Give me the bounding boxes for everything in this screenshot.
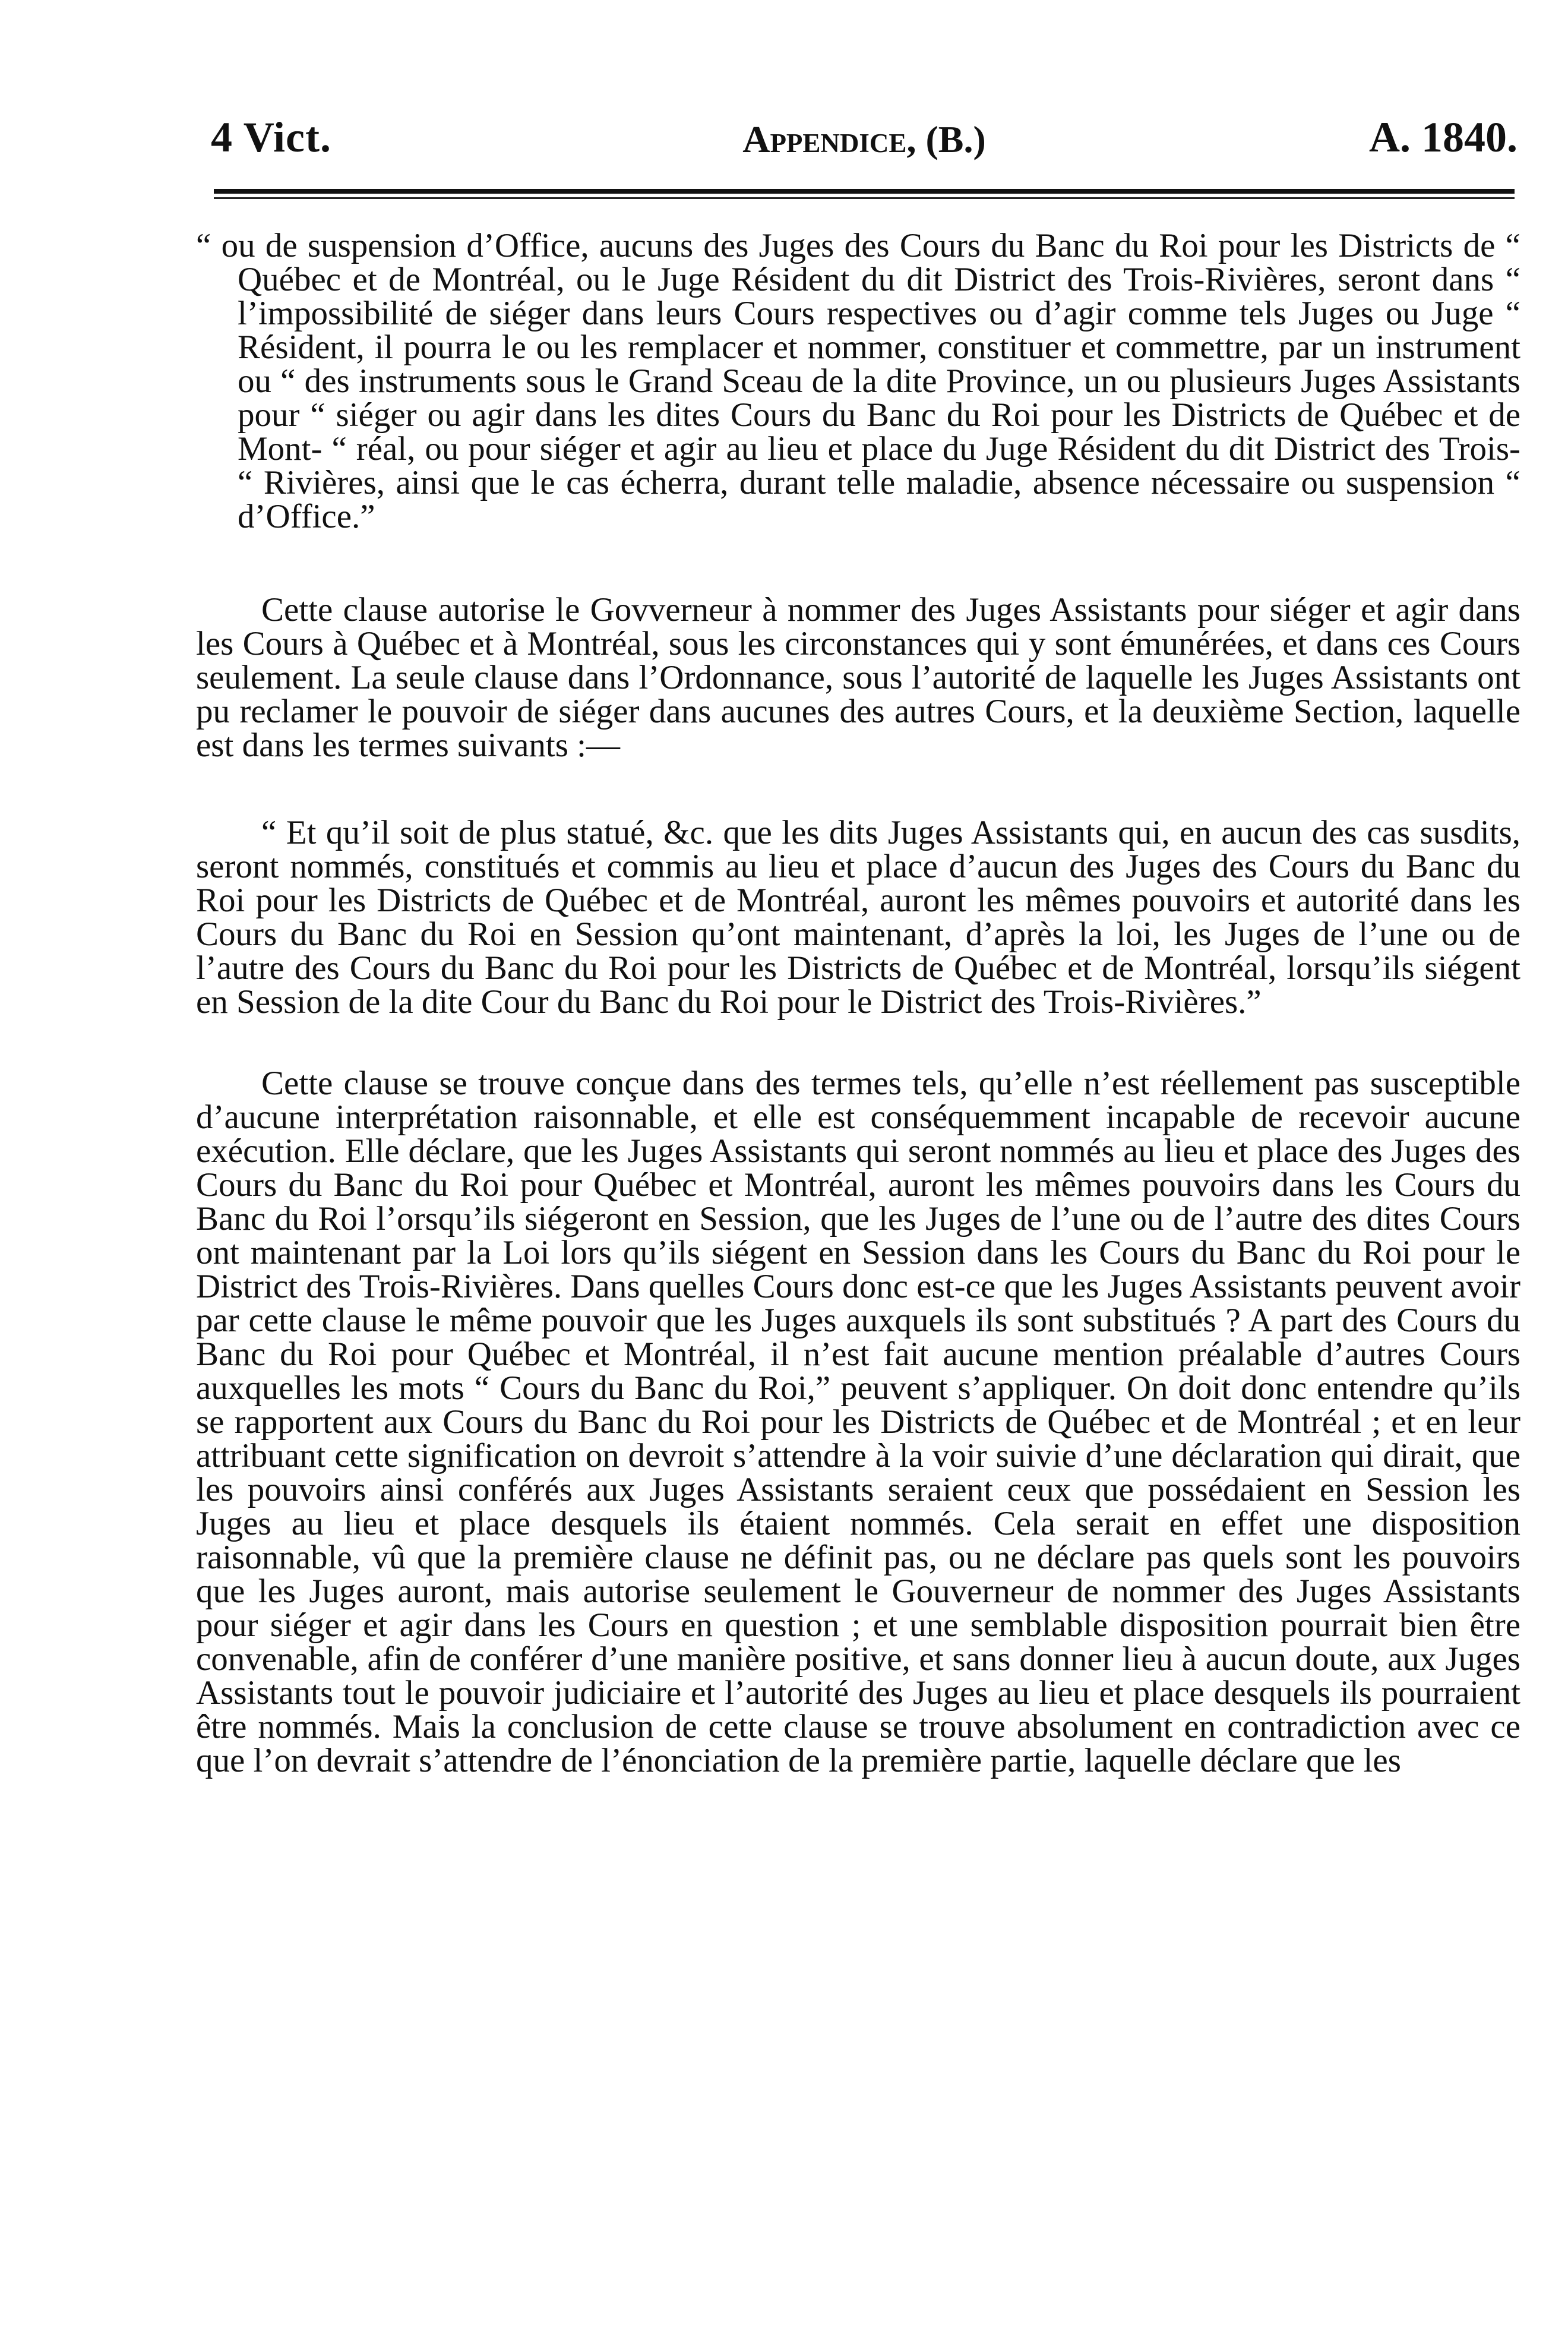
ordinance-quote-section-1: “ ou de suspension d’Office, aucuns des Juges des Cours du Banc du Roi pour les Districts de “ Québec et de Montréal, ou le Juge Résident du dit District des Trois-Rivières, seront dans “ l’impossibilité de siéger dans leurs Cours respectives ou d’agir comme tels Juges ou Juge “ Résident, il pourra le ou les remplacer et nommer, constituer et commettre, par un instrument ou “ des instruments sous le Grand Sceau de la dite Province, un ou plusieurs Juges Assistants pour “ siéger ou agir dans les dites Cours du Banc du Roi pour les Districts de Québec et de Mont- “ réal, ou pour siéger et agir au lieu et place du Juge Résident du dit District des Trois- “ Rivières, ainsi que le cas écherra, durant telle maladie, absence nécessaire ou suspension “ d’Office.” [196,227,1520,535]
header-year: A. 1840. [1369,113,1518,161]
commentary-paragraph-1: Cette clause autorise le Govverneur à nommer des Juges Assistants pour siéger et agir dans les Cours à Québec et à Montréal, sous les circonstances qui y sont émunérées, et dans ces Cours seulement. La seule clause dans l’Ordonnance, sous l’autorité de laquelle les Juges Assistants ont pu reclamer le pouvoir de siéger dans aucunes des autres Cours, et la deuxième Section, laquelle est dans les termes suivants :— [196,591,1520,764]
header-rule-thick [214,189,1515,194]
header-session: 4 Vict. [211,113,331,161]
header-title: Appendice, (B.) [742,118,986,160]
commentary-paragraph-2: Cette clause se trouve conçue dans des termes tels, qu’elle n’est réellement pas susceptible d’aucune interprétation raisonnable, et elle est conséquemment incapable de recevoir aucune exécution. Elle déclare, que les Juges Assistants qui seront nommés au lieu et place des Juges des Cours du Banc du Roi pour Québec et Montréal, auront les mêmes pouvoirs dans les Cours du Banc du Roi l’orsqu’ils siégeront en Session, que les Juges de l’une ou de l’autre des dites Cours ont maintenant par la Loi lors qu’ils siégent en Session dans les Cours du Banc du Roi pour le District des Trois-Rivières. Dans quelles Cours donc est-ce que les Juges Assistants peuvent avoir par cette clause le même pouvoir que les Juges auxquels ils sont substitués ? A part des Cours du Banc du Roi pour Québec et Montréal, il n’est fait aucune mention préalable d’autres Cours auxquelles les mots “ Cours du Banc du Roi,” peuvent s’appliquer. On doit donc entendre qu’ils se rapportent aux Cours du Banc du Roi pour les Districts de Québec et de Montréal ; et en leur attribuant cette signification on devroit s’attendre à la voir suivie d’une déclaration qui dirait, que les pouvoirs ainsi conférés aux Juges Assistants seraient ceux que possédaient en Session les Juges au lieu et place desquels ils étaient nommés. Cela serait en effet une disposition raisonnable, vû que la première clause ne définit pas, ou ne déclare pas quels sont les pouvoirs que les Juges auront, mais autorise seulement le Gouverneur de nommer des Juges Assistants pour siéger et agir dans les Cours en question ; et une semblable disposition pourrait bien être convenable, afin de conférer d’une manière positive, et sans donner lieu à aucun doute, aux Juges Assistants tout le pouvoir judiciaire et l’autorité des Juges au lieu et place desquels ils pourraient être nommés. Mais la conclusion de cette clause se trouve absolument en contradiction avec ce que l’on devrait s’attendre de l’énonciation de la première partie, laquelle déclare que les [196,1065,1520,1779]
page-header [211,113,1518,178]
header-rule-thin [214,197,1515,199]
document-body [196,229,1520,1778]
ordinance-quote-section-2: “ Et qu’il soit de plus statué, &c. que les dits Juges Assistants qui, en aucun des cas susdits, seront nommés, constitués et commis au lieu et place d’aucun des Juges des Cours du Banc du Roi pour les Districts de Québec et de Montréal, auront les mêmes pouvoirs et autorité dans les Cours du Banc du Roi en Session qu’ont maintenant, d’après la loi, les Juges de l’une ou de l’autre des Cours du Banc du Roi pour les Districts de Québec et de Montréal, lorsqu’ils siégent en Session de la dite Cour du Banc du Roi pour le District des Trois-Rivières.” [196,814,1520,1021]
